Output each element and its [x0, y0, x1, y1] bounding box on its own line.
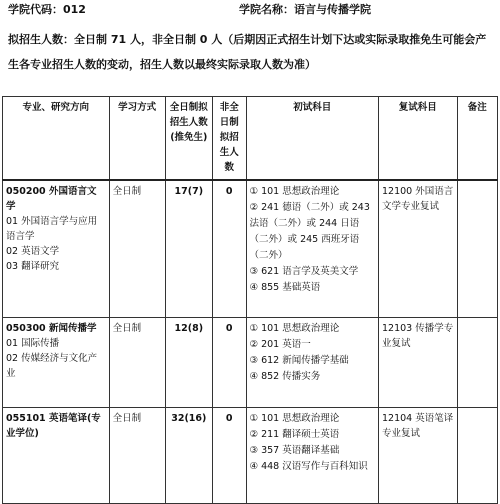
- header-retest: 复试科目: [378, 97, 457, 180]
- exam-item: ③ 621 语言学及英美文学: [249, 265, 359, 277]
- direction: 01 外国语言学与应用语言学: [6, 215, 98, 242]
- major-name: 050300 新闻传播学: [6, 323, 97, 334]
- remarks-cell: [457, 180, 497, 318]
- exam-item: ④ 855 基础英语: [249, 281, 321, 293]
- school-name: 学院名称：语言与传播学院: [239, 3, 371, 16]
- full-time-cell: 12(8): [165, 318, 212, 408]
- remarks-cell: [457, 318, 497, 408]
- major-cell: [3, 180, 110, 318]
- exam-item: ④ 852 传播实务: [249, 371, 321, 382]
- header-major: 专业、研究方向: [3, 97, 110, 180]
- direction: 01 国际传播: [6, 338, 60, 349]
- major-cell: [3, 318, 110, 408]
- exam-item: ② 201 英语一: [249, 339, 311, 350]
- enrollment-table: [2, 96, 498, 504]
- header-study-mode: 学习方式: [109, 97, 165, 180]
- school-code: 学院代码：012: [8, 3, 86, 16]
- exam-cell: [246, 180, 378, 318]
- major-name: 050200 外国语言文学: [6, 185, 97, 212]
- exam-cell: [246, 318, 378, 408]
- exam-item: ① 101 思想政治理论: [249, 413, 340, 424]
- exam-item: ② 211 翻译硕士英语: [249, 429, 340, 440]
- remarks-cell: [457, 408, 497, 504]
- mode-cell: 全日制: [109, 180, 165, 318]
- mode-cell: 全日制: [109, 318, 165, 408]
- direction: 02 传媒经济与文化产业: [6, 353, 98, 379]
- enrollment-note: 拟招生人数：全日制 71 人，非全日制 0 人（后期因正式招生计划下达或实际录取推免生可能会产生各专业招生人数的变动，招生人数以最终实际录取人数为准）: [8, 33, 487, 71]
- table-row: [3, 408, 498, 504]
- table-row: [3, 318, 498, 408]
- retest-cell: 12100 外国语言文学专业复试: [378, 180, 457, 318]
- direction: 03 翻译研究: [6, 260, 60, 272]
- part-time-cell: 0: [212, 318, 246, 408]
- retest-cell: 12104 英语笔译专业复试: [378, 408, 457, 504]
- part-time-cell: 0: [212, 408, 246, 504]
- exam-item: ③ 612 新闻传播学基础: [249, 355, 349, 366]
- header-remarks: 备注: [457, 97, 497, 180]
- exam-item: ① 101 思想政治理论: [249, 323, 340, 334]
- direction: 02 英语文学: [6, 245, 60, 257]
- exam-cell: [246, 408, 378, 504]
- header-prelim: 初试科目: [246, 97, 378, 180]
- major-cell: [3, 408, 110, 504]
- header-part-time: 非全日制拟招生人数: [212, 97, 246, 180]
- exam-item: ① 101 思想政治理论: [249, 185, 340, 197]
- full-time-cell: 17(7): [165, 180, 212, 318]
- major-name: 055101 英语笔译(专业学位): [6, 413, 101, 439]
- exam-item: ② 241 德语（二外）或 243 法语（二外）或 244 日语（二外）或 245 西班牙语（二外）: [249, 201, 370, 261]
- exam-item: ③ 357 英语翻译基础: [249, 445, 340, 456]
- part-time-cell: 0: [212, 180, 246, 318]
- retest-cell: 12103 传播学专业复试: [378, 318, 457, 408]
- exam-item: ④ 448 汉语写作与百科知识: [249, 461, 368, 472]
- table-header-row: [3, 97, 498, 180]
- mode-cell: 全日制: [109, 408, 165, 504]
- page-header: [8, 0, 492, 77]
- header-full-time: 全日制拟招生人数(推免生): [165, 97, 212, 180]
- table-row: [3, 180, 498, 318]
- full-time-cell: 32(16): [165, 408, 212, 504]
